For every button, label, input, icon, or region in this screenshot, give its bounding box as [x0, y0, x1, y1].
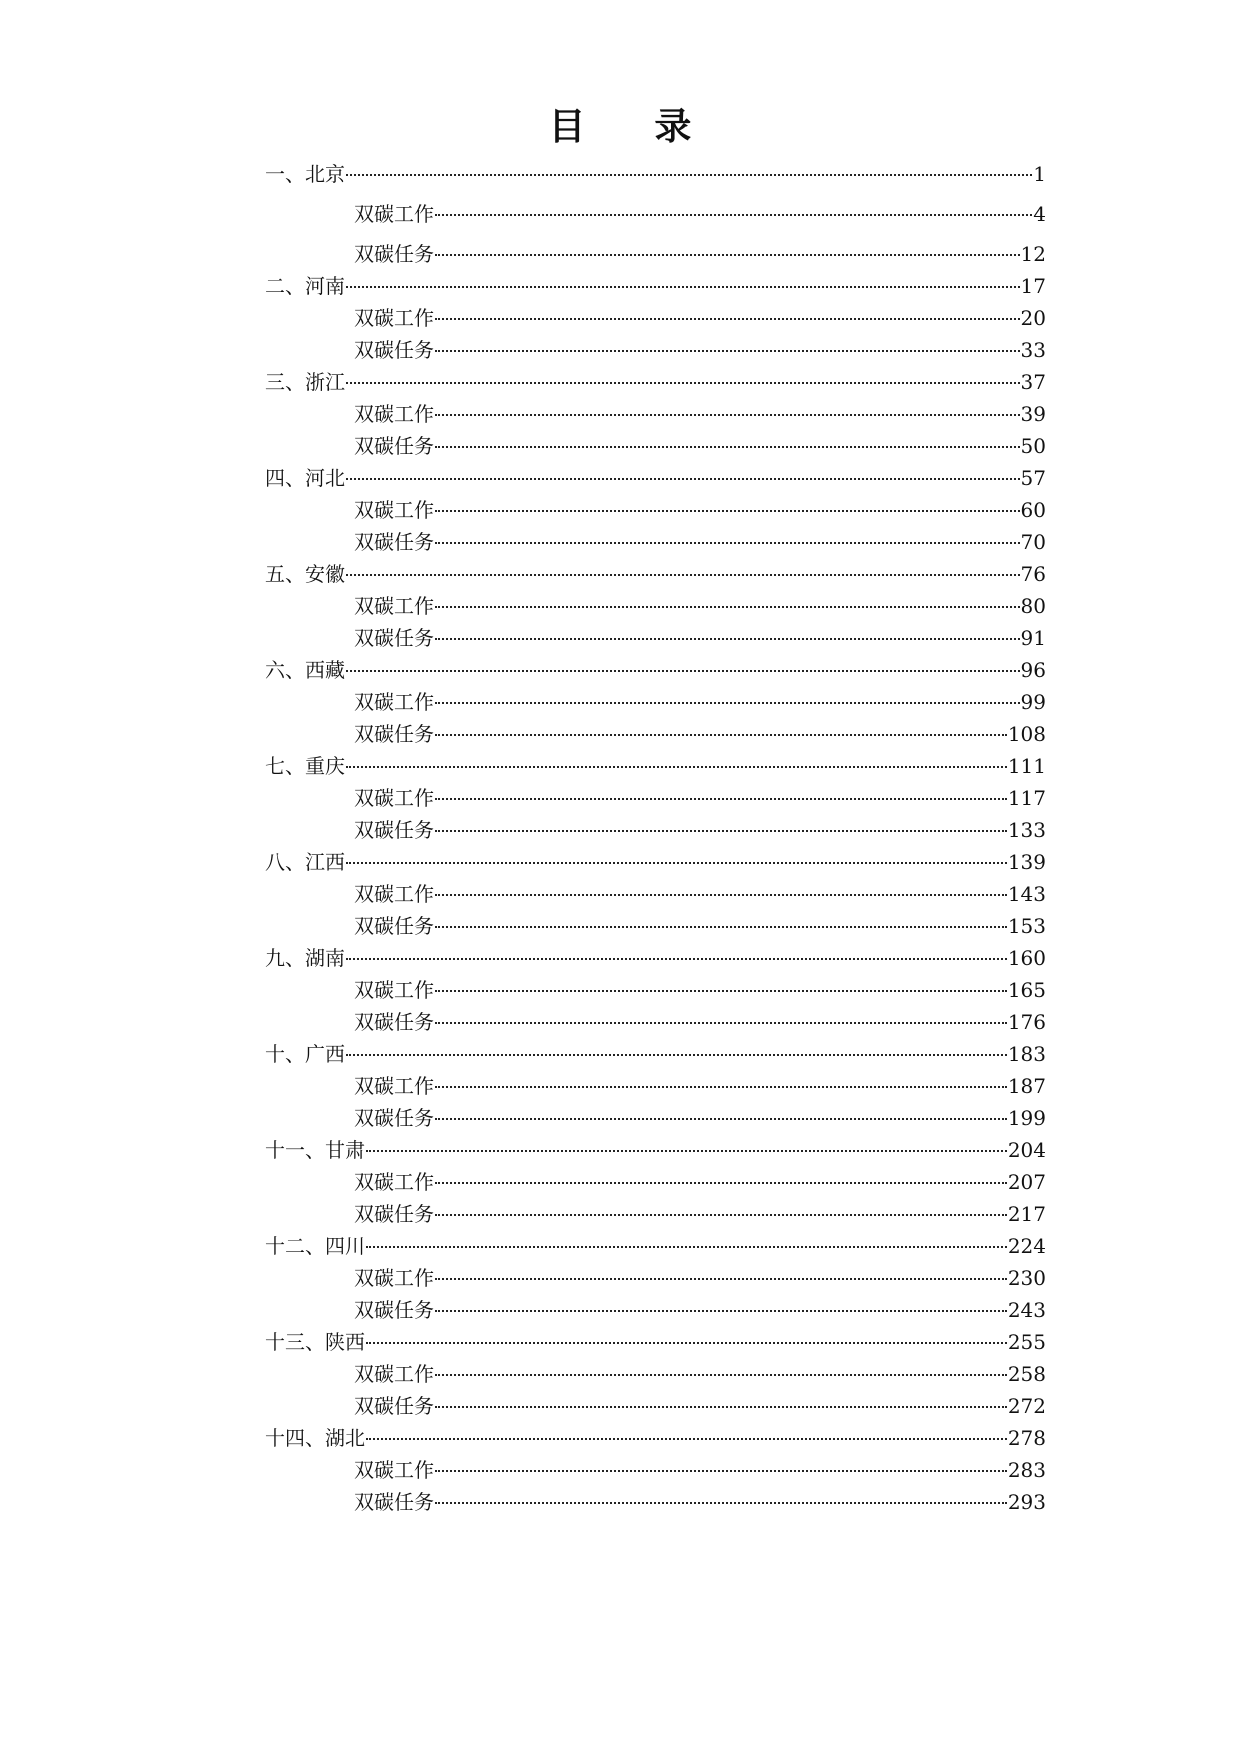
toc-page-number: 99 [1020, 690, 1046, 714]
toc-subsection-entry[interactable] [354, 814, 1046, 846]
toc-dot-leader [435, 414, 1020, 416]
toc-entry-label: 双碳任务 [354, 1394, 434, 1418]
toc-dot-leader [346, 574, 1020, 576]
toc-entry-label: 六、西藏 [265, 658, 345, 682]
toc-entry-label: 十、广西 [265, 1042, 345, 1066]
toc-page-number: 283 [1007, 1458, 1046, 1482]
toc-page-number: 272 [1007, 1394, 1046, 1418]
toc-page-number: 153 [1007, 914, 1046, 938]
toc-section-entry[interactable] [265, 846, 1046, 878]
toc-page-number: 139 [1007, 850, 1046, 874]
toc-section-entry[interactable] [265, 158, 1046, 190]
toc-dot-leader [346, 174, 1032, 176]
toc-section-entry[interactable] [265, 270, 1046, 302]
toc-subsection-entry[interactable] [354, 1006, 1046, 1038]
toc-page-number: 204 [1007, 1138, 1046, 1162]
toc-page-number: 255 [1007, 1330, 1046, 1354]
toc-entry-label: 双碳工作 [354, 306, 434, 330]
toc-dot-leader [435, 1406, 1007, 1408]
toc-page-number: 183 [1007, 1042, 1046, 1066]
toc-page-number: 160 [1007, 946, 1046, 970]
toc-subsection-entry[interactable] [354, 238, 1046, 270]
toc-page-number: 80 [1020, 594, 1046, 618]
toc-subsection-entry[interactable] [354, 302, 1046, 334]
toc-dot-leader [435, 318, 1020, 320]
toc-subsection-entry[interactable] [354, 1070, 1046, 1102]
toc-entry-label: 双碳任务 [354, 1010, 434, 1034]
toc-page-number: 224 [1007, 1234, 1046, 1258]
toc-entry-label: 双碳任务 [354, 338, 434, 362]
toc-page-number: 165 [1007, 978, 1046, 1002]
toc-subsection-entry[interactable] [354, 1390, 1046, 1422]
toc-subsection-entry[interactable] [354, 1454, 1046, 1486]
toc-entry-label: 双碳任务 [354, 1202, 434, 1226]
toc-entry-label: 双碳工作 [354, 498, 434, 522]
toc-dot-leader [435, 830, 1007, 832]
toc-page-number: 50 [1020, 434, 1046, 458]
toc-entry-label: 双碳工作 [354, 1362, 434, 1386]
toc-page-number: 57 [1020, 466, 1046, 490]
toc-page-number: 199 [1007, 1106, 1046, 1130]
toc-subsection-entry[interactable] [354, 430, 1046, 462]
toc-page-number: 4 [1033, 202, 1046, 226]
toc-subsection-entry[interactable] [354, 334, 1046, 366]
toc-section-entry[interactable] [265, 750, 1046, 782]
toc-entry-label: 七、重庆 [265, 754, 345, 778]
toc-section-entry[interactable] [265, 1038, 1046, 1070]
toc-page-number: 143 [1007, 882, 1046, 906]
toc-dot-leader [435, 702, 1020, 704]
toc-subsection-entry[interactable] [354, 1358, 1046, 1390]
toc-dot-leader [435, 1502, 1007, 1504]
toc-dot-leader [435, 542, 1020, 544]
toc-entry-label: 双碳任务 [354, 530, 434, 554]
toc-page-number: 20 [1020, 306, 1046, 330]
toc-entry-label: 十四、湖北 [265, 1426, 365, 1450]
toc-dot-leader [435, 926, 1007, 928]
toc-entry-label: 九、湖南 [265, 946, 345, 970]
toc-section-entry[interactable] [265, 1326, 1046, 1358]
toc-entry-label: 双碳工作 [354, 594, 434, 618]
toc-page-number: 258 [1007, 1362, 1046, 1386]
toc-section-entry[interactable] [265, 654, 1046, 686]
toc-section-entry[interactable] [265, 462, 1046, 494]
toc-dot-leader [346, 1054, 1007, 1056]
toc-page-number: 230 [1007, 1266, 1046, 1290]
toc-entry-label: 双碳工作 [354, 786, 434, 810]
toc-entry-label: 双碳任务 [354, 1106, 434, 1130]
toc-page-number: 117 [1007, 786, 1046, 810]
toc-entry-label: 双碳任务 [354, 1490, 434, 1514]
toc-subsection-entry[interactable] [354, 910, 1046, 942]
toc-dot-leader [435, 214, 1032, 216]
toc-section-entry[interactable] [265, 1422, 1046, 1454]
toc-dot-leader [366, 1150, 1007, 1152]
toc-dot-leader [435, 350, 1020, 352]
toc-section-entry[interactable] [265, 1230, 1046, 1262]
toc-entry-label: 双碳任务 [354, 626, 434, 650]
toc-subsection-entry[interactable] [354, 1262, 1046, 1294]
toc-entry-label: 双碳任务 [354, 1298, 434, 1322]
toc-dot-leader [366, 1342, 1007, 1344]
toc-page-number: 243 [1007, 1298, 1046, 1322]
toc-subsection-entry[interactable] [354, 686, 1046, 718]
toc-page-number: 133 [1007, 818, 1046, 842]
toc-dot-leader [346, 862, 1007, 864]
toc-page-number: 217 [1007, 1202, 1046, 1226]
toc-section-entry[interactable] [265, 942, 1046, 974]
toc-page-number: 108 [1007, 722, 1046, 746]
toc-dot-leader [346, 382, 1020, 384]
toc-page-number: 76 [1020, 562, 1046, 586]
toc-subsection-entry[interactable] [354, 198, 1046, 230]
toc-dot-leader [435, 1214, 1007, 1216]
toc-dot-leader [435, 990, 1007, 992]
toc-section-entry[interactable] [265, 1134, 1046, 1166]
toc-page-number: 293 [1007, 1490, 1046, 1514]
toc-page-number: 60 [1020, 498, 1046, 522]
toc-section-entry[interactable] [265, 366, 1046, 398]
toc-page-number: 207 [1007, 1170, 1046, 1194]
toc-page-number: 37 [1020, 370, 1046, 394]
toc-entry-label: 八、江西 [265, 850, 345, 874]
toc-subsection-entry[interactable] [354, 622, 1046, 654]
toc-entry-label: 双碳工作 [354, 202, 434, 226]
toc-subsection-entry[interactable] [354, 1294, 1046, 1326]
toc-dot-leader [346, 670, 1020, 672]
toc-page-number: 12 [1020, 242, 1046, 266]
toc-entry-label: 双碳任务 [354, 818, 434, 842]
toc-entry-label: 四、河北 [265, 466, 345, 490]
toc-dot-leader [435, 638, 1020, 640]
toc-subsection-entry[interactable] [354, 878, 1046, 910]
toc-subsection-entry[interactable] [354, 590, 1046, 622]
toc-dot-leader [435, 254, 1020, 256]
toc-dot-leader [435, 1118, 1007, 1120]
toc-page-number: 33 [1020, 338, 1046, 362]
toc-subsection-entry[interactable] [354, 718, 1046, 750]
toc-entry-label: 十三、陕西 [265, 1330, 365, 1354]
toc-page-number: 39 [1020, 402, 1046, 426]
toc-entry-label: 双碳任务 [354, 914, 434, 938]
toc-dot-leader [435, 510, 1020, 512]
toc-subsection-entry[interactable] [354, 974, 1046, 1006]
toc-dot-leader [435, 734, 1007, 736]
toc-page-number: 111 [1007, 754, 1046, 778]
toc-entry-label: 双碳工作 [354, 1458, 434, 1482]
toc-entry-label: 一、北京 [265, 162, 345, 186]
toc-entry-label: 双碳工作 [354, 978, 434, 1002]
toc-dot-leader [435, 1182, 1007, 1184]
toc-dot-leader [435, 798, 1007, 800]
toc-subsection-entry[interactable] [354, 1198, 1046, 1230]
toc-dot-leader [435, 446, 1020, 448]
toc-subsection-entry[interactable] [354, 1102, 1046, 1134]
toc-dot-leader [435, 1310, 1007, 1312]
toc-page-number: 96 [1020, 658, 1046, 682]
toc-subsection-entry[interactable] [354, 1166, 1046, 1198]
toc-subsection-entry[interactable] [354, 398, 1046, 430]
toc-entry-label: 双碳工作 [354, 882, 434, 906]
toc-dot-leader [435, 1470, 1007, 1472]
toc-page-number: 91 [1020, 626, 1046, 650]
toc-dot-leader [435, 894, 1007, 896]
toc-dot-leader [346, 478, 1020, 480]
toc-entry-label: 双碳工作 [354, 1266, 434, 1290]
toc-subsection-entry[interactable] [354, 782, 1046, 814]
toc-page-number: 1 [1033, 162, 1046, 186]
toc-page-number: 17 [1020, 274, 1046, 298]
toc-subsection-entry[interactable] [354, 494, 1046, 526]
toc-dot-leader [366, 1438, 1007, 1440]
toc-page-number: 187 [1007, 1074, 1046, 1098]
toc-dot-leader [435, 1374, 1007, 1376]
toc-dot-leader [346, 286, 1020, 288]
toc-dot-leader [366, 1246, 1007, 1248]
toc-entry-label: 三、浙江 [265, 370, 345, 394]
toc-dot-leader [435, 606, 1020, 608]
page-title: 目 录 [548, 104, 720, 148]
toc-entry-label: 五、安徽 [265, 562, 345, 586]
toc-entry-label: 双碳工作 [354, 402, 434, 426]
toc-dot-leader [346, 958, 1007, 960]
toc-entry-label: 双碳任务 [354, 242, 434, 266]
toc-subsection-entry[interactable] [354, 526, 1046, 558]
toc-dot-leader [435, 1022, 1007, 1024]
toc-page-number: 70 [1020, 530, 1046, 554]
toc-dot-leader [435, 1278, 1007, 1280]
toc-entry-label: 双碳工作 [354, 1170, 434, 1194]
toc-entry-label: 双碳工作 [354, 690, 434, 714]
toc-section-entry[interactable] [265, 558, 1046, 590]
toc-entry-label: 双碳任务 [354, 722, 434, 746]
toc-page-number: 176 [1007, 1010, 1046, 1034]
toc-entry-label: 十一、甘肃 [265, 1138, 365, 1162]
toc-dot-leader [346, 766, 1007, 768]
toc-dot-leader [435, 1086, 1007, 1088]
toc-entry-label: 二、河南 [265, 274, 345, 298]
toc-page-number: 278 [1007, 1426, 1046, 1450]
toc-entry-label: 双碳任务 [354, 434, 434, 458]
toc-subsection-entry[interactable] [354, 1486, 1046, 1518]
toc-entry-label: 十二、四川 [265, 1234, 365, 1258]
toc-entry-label: 双碳工作 [354, 1074, 434, 1098]
